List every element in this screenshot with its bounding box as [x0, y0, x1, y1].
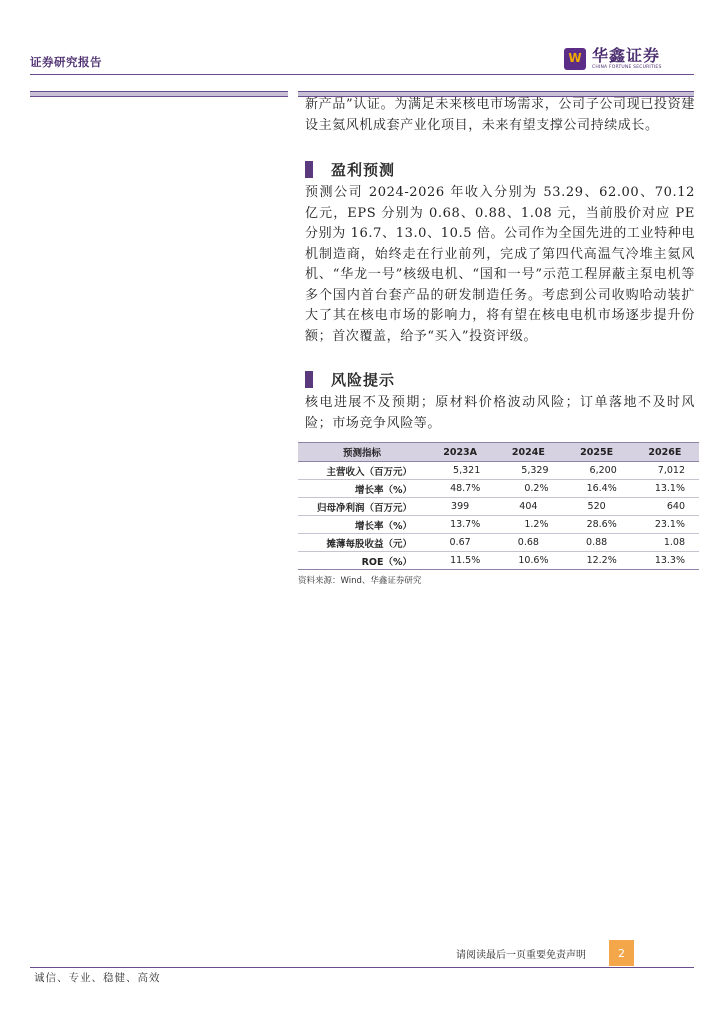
table-header-cell: 2023A [426, 443, 494, 462]
risk-paragraph: 核电进展不及预期；原材料价格波动风险；订单落地不及时风险；市场竞争风险等。 [305, 395, 695, 431]
table-cell: 520 [563, 498, 631, 516]
row-label: ROE（%） [298, 552, 426, 570]
logo-name-cn: 华鑫证券 [592, 46, 661, 65]
table-cell: 13.3% [631, 552, 699, 570]
row-label: 主营收入（百万元） [298, 462, 426, 480]
header-divider [30, 74, 694, 75]
table-row [298, 498, 699, 516]
section-marker-icon [305, 161, 313, 178]
section-risk-heading [305, 369, 395, 389]
table-cell: 28.6% [563, 516, 631, 534]
table-header-row [298, 443, 699, 462]
table-cell: 0.88 [563, 534, 631, 552]
forecast-paragraph: 预测公司 2024-2026 年收入分别为 53.29、62.00、70.12 亿元，EPS 分别为 0.68、0.88、1.08 元，当前股价对应 PE 分别为 16.7、13.0、10.5 倍。公司作为全国先进的工业特种电机制造商，始终走在行业前列，完成了第四代高温气冷堆主氦风机、“华龙一号”核级电机、“国和一号”示范工程屏蔽主泵电机等多个国内首台套产品的研发制造任务。考虑到公司收购哈动装扩大了其在核电市场的影响力，将有望在核电电机市场逐步提升份额；首次覆盖，给予“买入”投资评级。 [305, 185, 695, 344]
footer-divider [30, 967, 694, 968]
table-cell: 399 [426, 498, 494, 516]
table-row [298, 552, 699, 570]
section-marker-icon [305, 371, 313, 388]
table-cell: 640 [631, 498, 699, 516]
row-label: 摊薄每股收益（元） [298, 534, 426, 552]
logo-name-en: CHINA FORTUNE SECURITIES [592, 65, 662, 70]
page-number: 2 [609, 940, 634, 966]
table-header-cell: 2025E [563, 443, 631, 462]
table-cell: 48.7% [426, 480, 494, 498]
table-cell: 10.6% [494, 552, 562, 570]
row-label: 增长率（%） [298, 480, 426, 498]
table-cell: 5,321 [426, 462, 494, 480]
table-header-cell: 预测指标 [298, 443, 426, 462]
table-cell: 16.4% [563, 480, 631, 498]
table-cell: 1.2% [494, 516, 562, 534]
table-cell: 6,200 [563, 462, 631, 480]
table-row [298, 534, 699, 552]
table-row [298, 480, 699, 498]
table-row [298, 462, 699, 480]
section-title: 盈利预测 [331, 160, 396, 179]
table-cell: 404 [494, 498, 562, 516]
table-cell: 1.08 [631, 534, 699, 552]
forecast-table [298, 442, 699, 570]
disclaimer-note: 请阅读最后一页重要免责声明 [456, 950, 586, 961]
table-cell: 13.1% [631, 480, 699, 498]
report-type-label: 证券研究报告 [30, 55, 102, 69]
table-cell: 5,329 [494, 462, 562, 480]
logo-mark-icon: W [562, 46, 588, 72]
table-cell: 0.2% [494, 480, 562, 498]
row-label: 归母净利润（百万元） [298, 498, 426, 516]
company-logo [562, 44, 662, 74]
table-header-cell: 2024E [494, 443, 562, 462]
table-cell: 7,012 [631, 462, 699, 480]
table-source-note: 资料来源：Wind、华鑫证券研究 [298, 576, 422, 586]
table-cell: 12.2% [563, 552, 631, 570]
table-cell: 0.67 [426, 534, 494, 552]
table-header-cell: 2026E [631, 443, 699, 462]
table-cell: 23.1% [631, 516, 699, 534]
table-row [298, 516, 699, 534]
table-cell: 13.7% [426, 516, 494, 534]
section-title: 风险提示 [331, 370, 396, 389]
table-cell: 11.5% [426, 552, 494, 570]
row-label: 增长率（%） [298, 516, 426, 534]
sidebar-divider [30, 91, 288, 97]
intro-paragraph: 新产品”认证。为满足未来核电市场需求，公司子公司现已投资建设主氦风机成套产业化项目，未来有望支撑公司持续成长。 [305, 97, 695, 133]
table-cell: 0.68 [494, 534, 562, 552]
company-motto: 诚信、专业、稳健、高效 [34, 972, 161, 984]
section-forecast-heading [305, 159, 395, 179]
